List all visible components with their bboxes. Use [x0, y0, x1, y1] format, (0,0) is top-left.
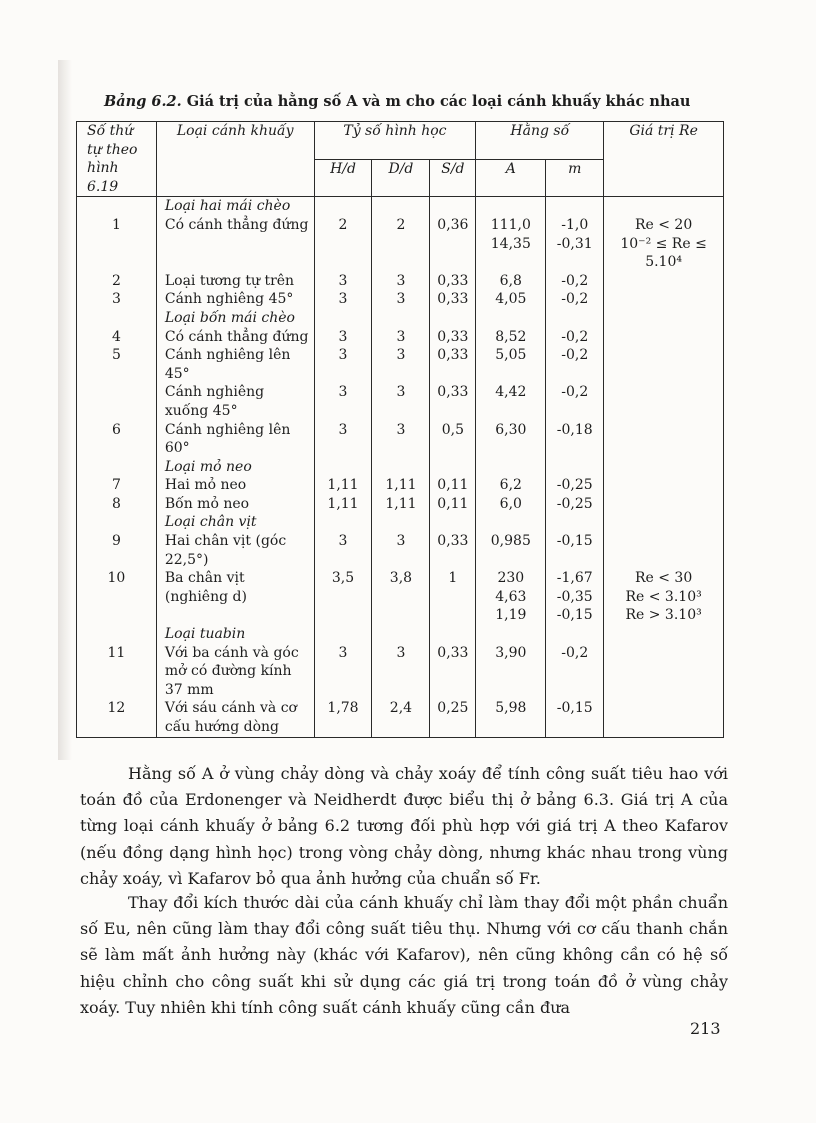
- table-row: [77, 699, 724, 737]
- row-a: 5,98: [476, 699, 546, 737]
- table-row: [77, 346, 724, 383]
- row-dd: 3,8: [372, 569, 430, 625]
- row-a: 4,05: [476, 290, 546, 309]
- row-m: -1,0 -0,31: [546, 216, 604, 272]
- row-number: [77, 309, 157, 328]
- row-sd: 0,33: [430, 644, 476, 700]
- row-number: [77, 458, 157, 477]
- row-name: Hai mỏ neo: [156, 476, 314, 495]
- row-number: [77, 197, 157, 216]
- table-row: [77, 495, 724, 514]
- empty-cell: [314, 625, 372, 644]
- row-number: 4: [77, 328, 157, 347]
- row-m: -0,2: [546, 346, 604, 383]
- empty-cell: [546, 197, 604, 216]
- table-row: [77, 383, 724, 420]
- row-number: [77, 625, 157, 644]
- row-hd: 3: [314, 346, 372, 383]
- coefficient-table: [76, 121, 724, 738]
- table-row: [77, 421, 724, 458]
- row-re: [604, 328, 724, 347]
- row-re: Re < 20 10⁻² ≤ Re ≤ 5.10⁴: [604, 216, 724, 272]
- row-number: 10: [77, 569, 157, 625]
- row-name: Có cánh thẳng đứng: [156, 216, 314, 272]
- table-row: [77, 644, 724, 700]
- row-sd: 0,33: [430, 290, 476, 309]
- row-hd: 1,11: [314, 476, 372, 495]
- empty-cell: [430, 197, 476, 216]
- table-row: [77, 272, 724, 291]
- group-label: Loại tuabin: [156, 625, 314, 644]
- empty-cell: [430, 625, 476, 644]
- row-a: 4,42: [476, 383, 546, 420]
- row-a: 6,30: [476, 421, 546, 458]
- row-dd: 1,11: [372, 476, 430, 495]
- row-a: 5,05: [476, 346, 546, 383]
- empty-cell: [604, 197, 724, 216]
- row-hd: 3: [314, 644, 372, 700]
- empty-cell: [476, 309, 546, 328]
- row-name: Cánh nghiêng lên 60°: [156, 421, 314, 458]
- group-label: Loại hai mái chèo: [156, 197, 314, 216]
- row-a: 6,2: [476, 476, 546, 495]
- row-sd: 0,11: [430, 476, 476, 495]
- paragraph-1: Hằng số A ở vùng chảy dòng và chảy xoáy để tính công suất tiêu hao với toán đồ của Erdonenger và Neidherdt được biểu thị ở bảng 6.3. Giá trị A của từng loại cánh khuấy ở bảng 6.2 tương đối phù hợp với giá trị A theo Kafarov (nếu đồng dạng hình học) trong vòng chảy dòng, nhưng khác nhau trong vùng chảy xoáy, vì Kafarov bỏ qua ảnh hưởng của chuẩn số Fr.: [80, 764, 728, 888]
- row-dd: 3: [372, 346, 430, 383]
- row-a: 8,52: [476, 328, 546, 347]
- row-name: Hai chân vịt (góc 22,5°): [156, 532, 314, 569]
- row-re: [604, 495, 724, 514]
- header-ratio-group: Tỷ số hình học: [314, 122, 476, 160]
- empty-cell: [314, 197, 372, 216]
- header-m: m: [546, 159, 604, 197]
- row-dd: 3: [372, 532, 430, 569]
- row-re: [604, 272, 724, 291]
- empty-cell: [546, 458, 604, 477]
- row-m: -0,18: [546, 421, 604, 458]
- row-dd: 3: [372, 644, 430, 700]
- row-m: -0,25: [546, 476, 604, 495]
- group-label: Loại chân vịt: [156, 513, 314, 532]
- row-hd: 3: [314, 328, 372, 347]
- empty-cell: [604, 625, 724, 644]
- row-name: Cánh nghiêng 45°: [156, 290, 314, 309]
- row-name: Cánh nghiêng xuống 45°: [156, 383, 314, 420]
- empty-cell: [476, 458, 546, 477]
- header-dd: D/d: [372, 159, 430, 197]
- binding-shadow: [58, 60, 72, 760]
- row-a: 111,0 14,35: [476, 216, 546, 272]
- row-number: [77, 383, 157, 420]
- row-re: [604, 532, 724, 569]
- empty-cell: [476, 197, 546, 216]
- caption-text: Giá trị của hằng số A và m cho các loại cánh khuấy khác nhau: [186, 93, 691, 110]
- row-number: 9: [77, 532, 157, 569]
- row-m: -0,15: [546, 699, 604, 737]
- page-number: 213: [690, 1019, 721, 1038]
- row-sd: 0,33: [430, 272, 476, 291]
- empty-cell: [314, 309, 372, 328]
- empty-cell: [372, 197, 430, 216]
- row-name: Có cánh thẳng đứng: [156, 328, 314, 347]
- header-const-group: Hằng số: [476, 122, 604, 160]
- table-body: [77, 197, 724, 737]
- row-m: -0,2: [546, 644, 604, 700]
- row-hd: 3: [314, 272, 372, 291]
- row-a: 6,8: [476, 272, 546, 291]
- row-sd: 0,33: [430, 328, 476, 347]
- empty-cell: [604, 309, 724, 328]
- row-sd: 0,33: [430, 383, 476, 420]
- row-re: [604, 699, 724, 737]
- table-row: [77, 290, 724, 309]
- empty-cell: [546, 513, 604, 532]
- row-hd: 3,5: [314, 569, 372, 625]
- group-label: Loại mỏ neo: [156, 458, 314, 477]
- row-hd: 3: [314, 290, 372, 309]
- header-a: A: [476, 159, 546, 197]
- table-group-row: [77, 458, 724, 477]
- row-name: Bốn mỏ neo: [156, 495, 314, 514]
- row-number: 2: [77, 272, 157, 291]
- table-caption: [104, 93, 744, 110]
- row-hd: 3: [314, 421, 372, 458]
- empty-cell: [314, 513, 372, 532]
- row-hd: 1,11: [314, 495, 372, 514]
- table-row: [77, 476, 724, 495]
- empty-cell: [430, 458, 476, 477]
- row-hd: 3: [314, 383, 372, 420]
- row-re: [604, 421, 724, 458]
- row-number: [77, 513, 157, 532]
- row-sd: 0,11: [430, 495, 476, 514]
- row-sd: 0,33: [430, 346, 476, 383]
- table-row: [77, 569, 724, 625]
- row-a: 230 4,63 1,19: [476, 569, 546, 625]
- paragraph-2: Thay đổi kích thước dài của cánh khuấy chỉ làm thay đổi một phần chuẩn số Eu, nên cũng làm thay đổi công suất tiêu thụ. Nhưng với cơ cấu thanh chắn sẽ làm mất ảnh hưởng này (khác với Kafarov), nên cũng không cần có hệ số hiệu chỉnh cho công suất khi sử dụng các giá trị trong toán đồ ở vùng chảy xoáy. Tuy nhiên khi tính công suất cánh khuấy cũng cần đưa: [80, 893, 728, 1017]
- empty-cell: [546, 309, 604, 328]
- row-sd: 0,5: [430, 421, 476, 458]
- empty-cell: [546, 625, 604, 644]
- row-re: [604, 346, 724, 383]
- row-m: -0,2: [546, 290, 604, 309]
- header-re: Giá trị Re: [604, 122, 724, 197]
- row-number: 5: [77, 346, 157, 383]
- table-group-row: [77, 513, 724, 532]
- empty-cell: [430, 513, 476, 532]
- row-name: Loại tương tự trên: [156, 272, 314, 291]
- header-sd: S/d: [430, 159, 476, 197]
- table-row: [77, 532, 724, 569]
- row-dd: 3: [372, 421, 430, 458]
- row-sd: 1: [430, 569, 476, 625]
- row-m: -0,25: [546, 495, 604, 514]
- row-number: 12: [77, 699, 157, 737]
- row-dd: 2: [372, 216, 430, 272]
- row-re: [604, 290, 724, 309]
- row-m: -1,67 -0,35 -0,15: [546, 569, 604, 625]
- row-m: -0,2: [546, 383, 604, 420]
- row-dd: 3: [372, 383, 430, 420]
- empty-cell: [372, 625, 430, 644]
- row-name: Cánh nghiêng lên 45°: [156, 346, 314, 383]
- header-no: Số thứ tự theo hình 6.19: [77, 122, 157, 197]
- empty-cell: [476, 513, 546, 532]
- table-group-row: [77, 197, 724, 216]
- row-hd: 2: [314, 216, 372, 272]
- row-sd: 0,33: [430, 532, 476, 569]
- row-name: Ba chân vịt (nghiêng d): [156, 569, 314, 625]
- empty-cell: [372, 513, 430, 532]
- empty-cell: [372, 309, 430, 328]
- row-re: Re < 30 Re < 3.10³ Re > 3.10³: [604, 569, 724, 625]
- row-hd: 3: [314, 532, 372, 569]
- table-row: [77, 328, 724, 347]
- row-m: -0,2: [546, 328, 604, 347]
- table-group-row: [77, 625, 724, 644]
- row-m: -0,15: [546, 532, 604, 569]
- empty-cell: [604, 513, 724, 532]
- row-sd: 0,36: [430, 216, 476, 272]
- row-number: 1: [77, 216, 157, 272]
- row-a: 3,90: [476, 644, 546, 700]
- row-number: 3: [77, 290, 157, 309]
- row-a: 0,985: [476, 532, 546, 569]
- row-re: [604, 383, 724, 420]
- empty-cell: [604, 458, 724, 477]
- row-dd: 2,4: [372, 699, 430, 737]
- row-m: -0,2: [546, 272, 604, 291]
- row-dd: 1,11: [372, 495, 430, 514]
- row-name: Với ba cánh và góc mở có đường kính 37 mm: [156, 644, 314, 700]
- caption-label: Bảng 6.2.: [104, 93, 182, 110]
- table-group-row: [77, 309, 724, 328]
- empty-cell: [372, 458, 430, 477]
- row-dd: 3: [372, 272, 430, 291]
- row-re: [604, 644, 724, 700]
- row-dd: 3: [372, 290, 430, 309]
- empty-cell: [476, 625, 546, 644]
- row-sd: 0,25: [430, 699, 476, 737]
- row-re: [604, 476, 724, 495]
- row-number: 11: [77, 644, 157, 700]
- row-number: 8: [77, 495, 157, 514]
- row-hd: 1,78: [314, 699, 372, 737]
- row-number: 7: [77, 476, 157, 495]
- row-number: 6: [77, 421, 157, 458]
- row-name: Với sáu cánh và cơ cấu hướng dòng: [156, 699, 314, 737]
- empty-cell: [314, 458, 372, 477]
- header-hd: H/d: [314, 159, 372, 197]
- row-dd: 3: [372, 328, 430, 347]
- header-type: Loại cánh khuấy: [156, 122, 314, 197]
- empty-cell: [430, 309, 476, 328]
- row-a: 6,0: [476, 495, 546, 514]
- group-label: Loại bốn mái chèo: [156, 309, 314, 328]
- table-row: [77, 216, 724, 272]
